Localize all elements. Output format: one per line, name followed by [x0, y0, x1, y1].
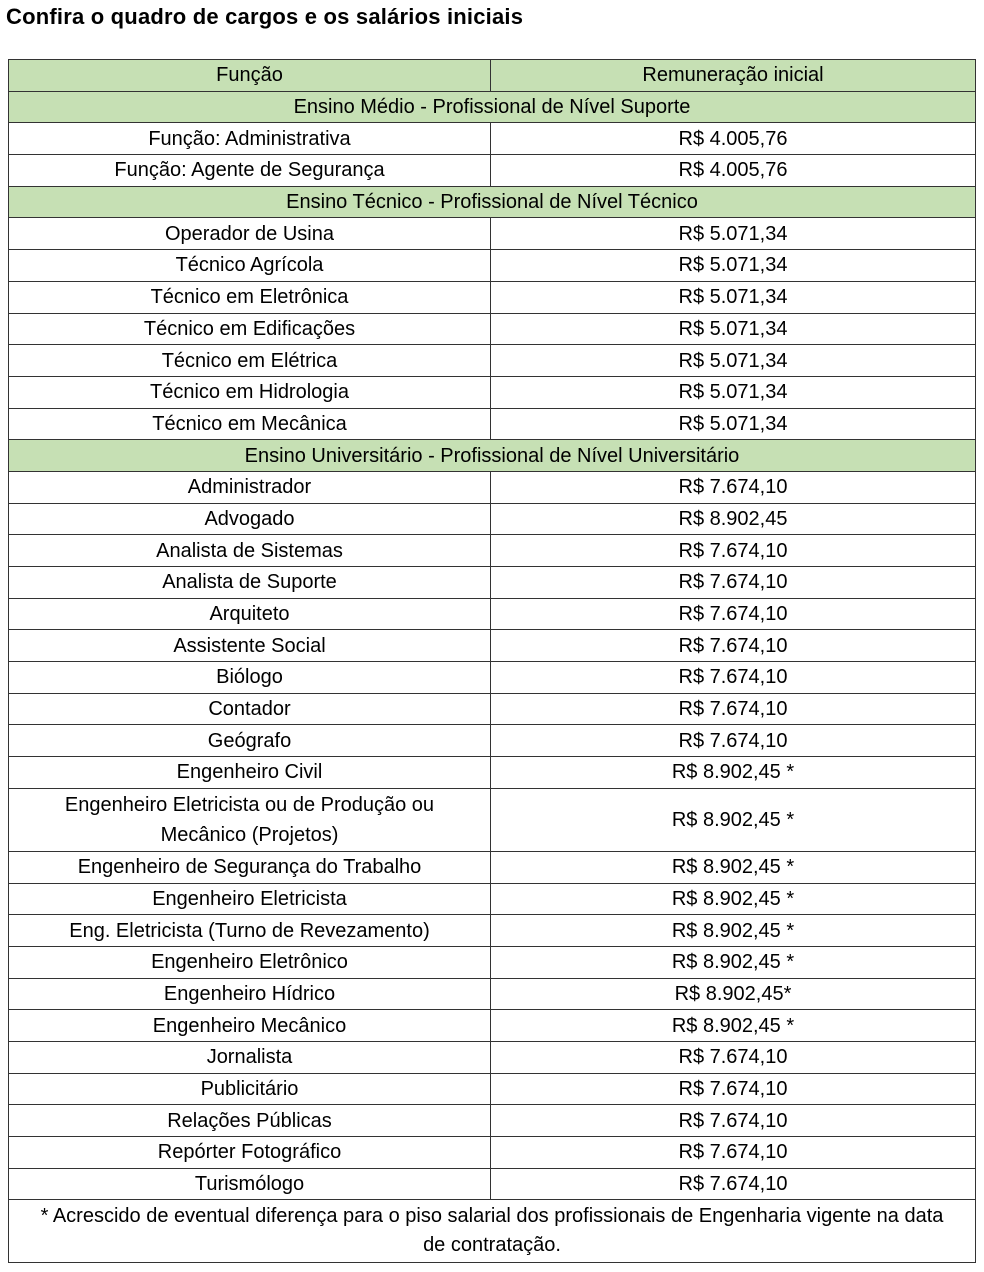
role-cell: Engenheiro Eletricista	[9, 883, 491, 915]
salary-cell: R$ 8.902,45 *	[491, 946, 976, 978]
role-cell: Engenheiro Civil	[9, 757, 491, 789]
role-cell: Engenheiro Mecânico	[9, 1010, 491, 1042]
table-row	[9, 567, 976, 599]
table-row	[9, 503, 976, 535]
role-cell: Contador	[9, 693, 491, 725]
salary-cell: R$ 8.902,45 *	[491, 1010, 976, 1042]
salary-cell: R$ 7.674,10	[491, 693, 976, 725]
salary-cell: R$ 8.902,45 *	[491, 851, 976, 883]
table-row	[9, 1137, 976, 1169]
header-funcao: Função	[9, 60, 491, 92]
salary-cell: R$ 7.674,10	[491, 662, 976, 694]
salary-cell: R$ 5.071,34	[491, 250, 976, 282]
table-row	[9, 218, 976, 250]
table-row	[9, 1105, 976, 1137]
table-row	[9, 1073, 976, 1105]
table-row	[9, 250, 976, 282]
table-row	[9, 630, 976, 662]
salary-cell: R$ 8.902,45 *	[491, 915, 976, 947]
salary-cell: R$ 8.902,45 *	[491, 883, 976, 915]
section-heading: Ensino Médio - Profissional de Nível Suporte	[9, 91, 976, 123]
role-cell: Técnico em Hidrologia	[9, 376, 491, 408]
role-cell: Arquiteto	[9, 598, 491, 630]
salary-cell: R$ 7.674,10	[491, 471, 976, 503]
role-cell: Assistente Social	[9, 630, 491, 662]
table-row	[9, 788, 976, 851]
salary-cell: R$ 5.071,34	[491, 218, 976, 250]
salary-cell: R$ 8.902,45 *	[491, 757, 976, 789]
role-cell: Repórter Fotográfico	[9, 1137, 491, 1169]
role-cell: Técnico em Elétrica	[9, 345, 491, 377]
salary-cell: R$ 5.071,34	[491, 408, 976, 440]
role-cell: Analista de Sistemas	[9, 535, 491, 567]
page-title: Confira o quadro de cargos e os salários iniciais	[6, 4, 524, 29]
salary-cell: R$ 8.902,45 *	[491, 788, 976, 851]
salary-cell: R$ 8.902,45	[491, 503, 976, 535]
role-cell: Engenheiro de Segurança do Trabalho	[9, 851, 491, 883]
salary-cell: R$ 7.674,10	[491, 630, 976, 662]
table-row	[9, 662, 976, 694]
header-remuneracao: Remuneração inicial	[491, 60, 976, 92]
table-row	[9, 313, 976, 345]
role-cell: Jornalista	[9, 1041, 491, 1073]
role-cell: Engenheiro Eletricista ou de Produção ou Mecânico (Projetos)	[9, 788, 491, 851]
salary-cell: R$ 7.674,10	[491, 1105, 976, 1137]
salary-cell: R$ 7.674,10	[491, 598, 976, 630]
table-row	[9, 1010, 976, 1042]
table-row	[9, 408, 976, 440]
section-header-row	[9, 440, 976, 472]
salary-cell: R$ 5.071,34	[491, 313, 976, 345]
footnote-text: * Acrescido de eventual diferença para o piso salarial dos profissionais de Engenharia vigente na data de contratação.	[9, 1200, 976, 1263]
role-cell: Publicitário	[9, 1073, 491, 1105]
role-cell: Administrador	[9, 471, 491, 503]
role-cell: Técnico em Mecânica	[9, 408, 491, 440]
role-cell: Analista de Suporte	[9, 567, 491, 599]
table-row	[9, 1041, 976, 1073]
role-cell: Técnico Agrícola	[9, 250, 491, 282]
table-row	[9, 883, 976, 915]
salary-table-body	[9, 60, 976, 1263]
role-cell: Operador de Usina	[9, 218, 491, 250]
salary-cell: R$ 5.071,34	[491, 281, 976, 313]
table-row	[9, 1168, 976, 1200]
section-heading: Ensino Técnico - Profissional de Nível Técnico	[9, 186, 976, 218]
section-header-row	[9, 186, 976, 218]
salary-cell: R$ 4.005,76	[491, 123, 976, 155]
role-cell: Função: Agente de Segurança	[9, 155, 491, 187]
salary-cell: R$ 4.005,76	[491, 155, 976, 187]
table-row	[9, 946, 976, 978]
salary-cell: R$ 7.674,10	[491, 1137, 976, 1169]
table-row	[9, 598, 976, 630]
table-row	[9, 281, 976, 313]
role-cell: Advogado	[9, 503, 491, 535]
table-row	[9, 535, 976, 567]
salary-cell: R$ 7.674,10	[491, 1041, 976, 1073]
table-row	[9, 757, 976, 789]
salary-cell: R$ 5.071,34	[491, 345, 976, 377]
role-cell: Eng. Eletricista (Turno de Revezamento)	[9, 915, 491, 947]
salary-cell: R$ 7.674,10	[491, 725, 976, 757]
role-cell: Turismólogo	[9, 1168, 491, 1200]
role-cell: Relações Públicas	[9, 1105, 491, 1137]
salary-cell: R$ 5.071,34	[491, 376, 976, 408]
role-cell: Técnico em Eletrônica	[9, 281, 491, 313]
salary-table	[8, 59, 976, 1263]
role-cell: Engenheiro Eletrônico	[9, 946, 491, 978]
role-cell: Geógrafo	[9, 725, 491, 757]
table-row	[9, 978, 976, 1010]
table-row	[9, 851, 976, 883]
footnote-row	[9, 1200, 976, 1263]
salary-cell: R$ 7.674,10	[491, 1073, 976, 1105]
table-row	[9, 155, 976, 187]
salary-cell: R$ 7.674,10	[491, 535, 976, 567]
role-cell: Função: Administrativa	[9, 123, 491, 155]
table-row	[9, 693, 976, 725]
role-cell: Técnico em Edificações	[9, 313, 491, 345]
table-row	[9, 915, 976, 947]
section-heading: Ensino Universitário - Profissional de Nível Universitário	[9, 440, 976, 472]
salary-cell: R$ 7.674,10	[491, 567, 976, 599]
table-row	[9, 471, 976, 503]
section-header-row	[9, 91, 976, 123]
table-row	[9, 725, 976, 757]
table-row	[9, 345, 976, 377]
salary-cell: R$ 7.674,10	[491, 1168, 976, 1200]
role-cell: Biólogo	[9, 662, 491, 694]
salary-cell: R$ 8.902,45*	[491, 978, 976, 1010]
table-row	[9, 123, 976, 155]
role-cell: Engenheiro Hídrico	[9, 978, 491, 1010]
table-row	[9, 376, 976, 408]
table-header-row	[9, 60, 976, 92]
